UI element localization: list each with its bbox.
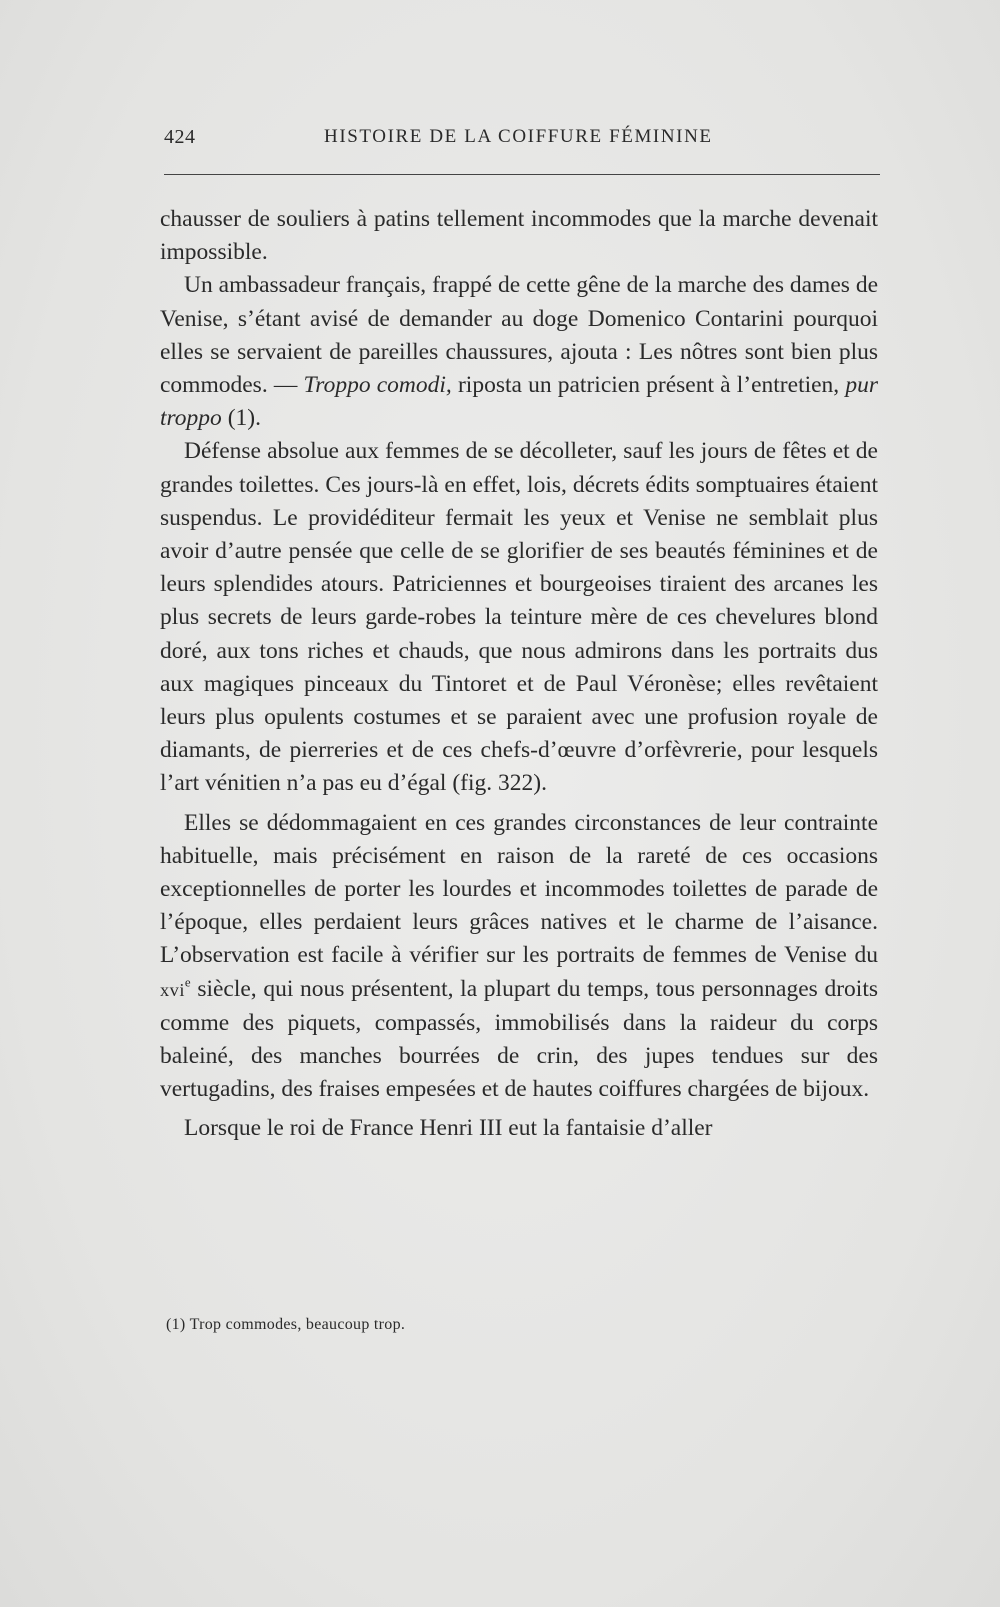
century-superscript: e xyxy=(184,973,191,989)
footnote-ref: (1). xyxy=(227,405,261,432)
italic-troppo-comodi: Troppo comodi, xyxy=(303,372,452,399)
paragraph-2 xyxy=(160,269,878,435)
footnote: (1) Trop commodes, beaucoup trop. xyxy=(166,1316,406,1333)
page-number: 424 xyxy=(164,126,196,148)
header-rule xyxy=(164,174,880,175)
paragraph-1: chausser de souliers à patins tellement incommodes que la marche devenait impossible. xyxy=(160,206,878,266)
century-numeral: xvi xyxy=(160,979,185,1000)
italic-pur-troppo: pur troppo xyxy=(160,372,879,432)
page-header xyxy=(164,126,880,156)
paragraph-5: Lorsque le roi de France Henri III eut la fantaisie d’aller xyxy=(184,1115,713,1142)
body-text xyxy=(160,203,878,1146)
paragraph-4-text-b: siècle, qui nous présentent, la plupart du temps, tous personnages droits comme des piquets, compassés, immobilisés dans la raideur du corps baleiné, des manches bourrées de crin, des jupes tendues sur des vertugadins, des fraises empesées et de hautes coiffures chargées de bijoux. xyxy=(160,975,878,1103)
paragraph-2-text-a: Un ambassadeur français, frappé de cette gêne de la marche des dames de Venise, s’étant avisé de demander au doge Domenico Contarini pourquoi elles se servaient de pareilles chaussures, ajouta : Les nôtres sont bien plus commodes. — xyxy=(160,272,878,399)
paragraph-3: Défense absolue aux femmes de se décolleter, sauf les jours de fêtes et de grandes toilettes. Ces jours-là en effet, lois, décrets édits somptuaires étaient suspendus. Le providéditeur fermait les yeux et Venise ne semblait plus avoir d’autre pensée que celle de se glorifier de ses beautés féminines et de leurs splendides atours. Patriciennes et bourgeoises tiraient des arcanes les plus secrets de leurs garde-robes la teinture mère de ces chevelures blond doré, aux tons riches et chauds, que nous admirons dans les portraits dus aux magiques pinceaux du Tintoret et de Paul Véronèse; elles revêtaient leurs plus opulents costumes et se paraient avec une profusion royale de diamants, de pierreries et de ces chefs-d’œuvre d’orfèvrerie, pour lesquels l’art vénitien n’a pas eu d’égal (fig. 322). xyxy=(160,438,878,797)
paragraph-2-text-b: riposta un patricien présent à l’entretien, xyxy=(457,372,840,399)
paragraph-4 xyxy=(160,807,878,1107)
paragraph-4-text-a: Elles se dédommagaient en ces grandes circonstances de leur contrainte habituelle, mais précisément en raison de la rareté de ces occasions exceptionnelles de porter les lourdes et incommodes toilettes de parade de l’époque, elles perdaient leurs grâces natives et le charme de l’aisance. L’observation est facile à vérifier sur les portraits de femmes de Venise du xyxy=(160,809,878,969)
running-title: HISTOIRE DE LA COIFFURE FÉMININE xyxy=(324,126,713,147)
